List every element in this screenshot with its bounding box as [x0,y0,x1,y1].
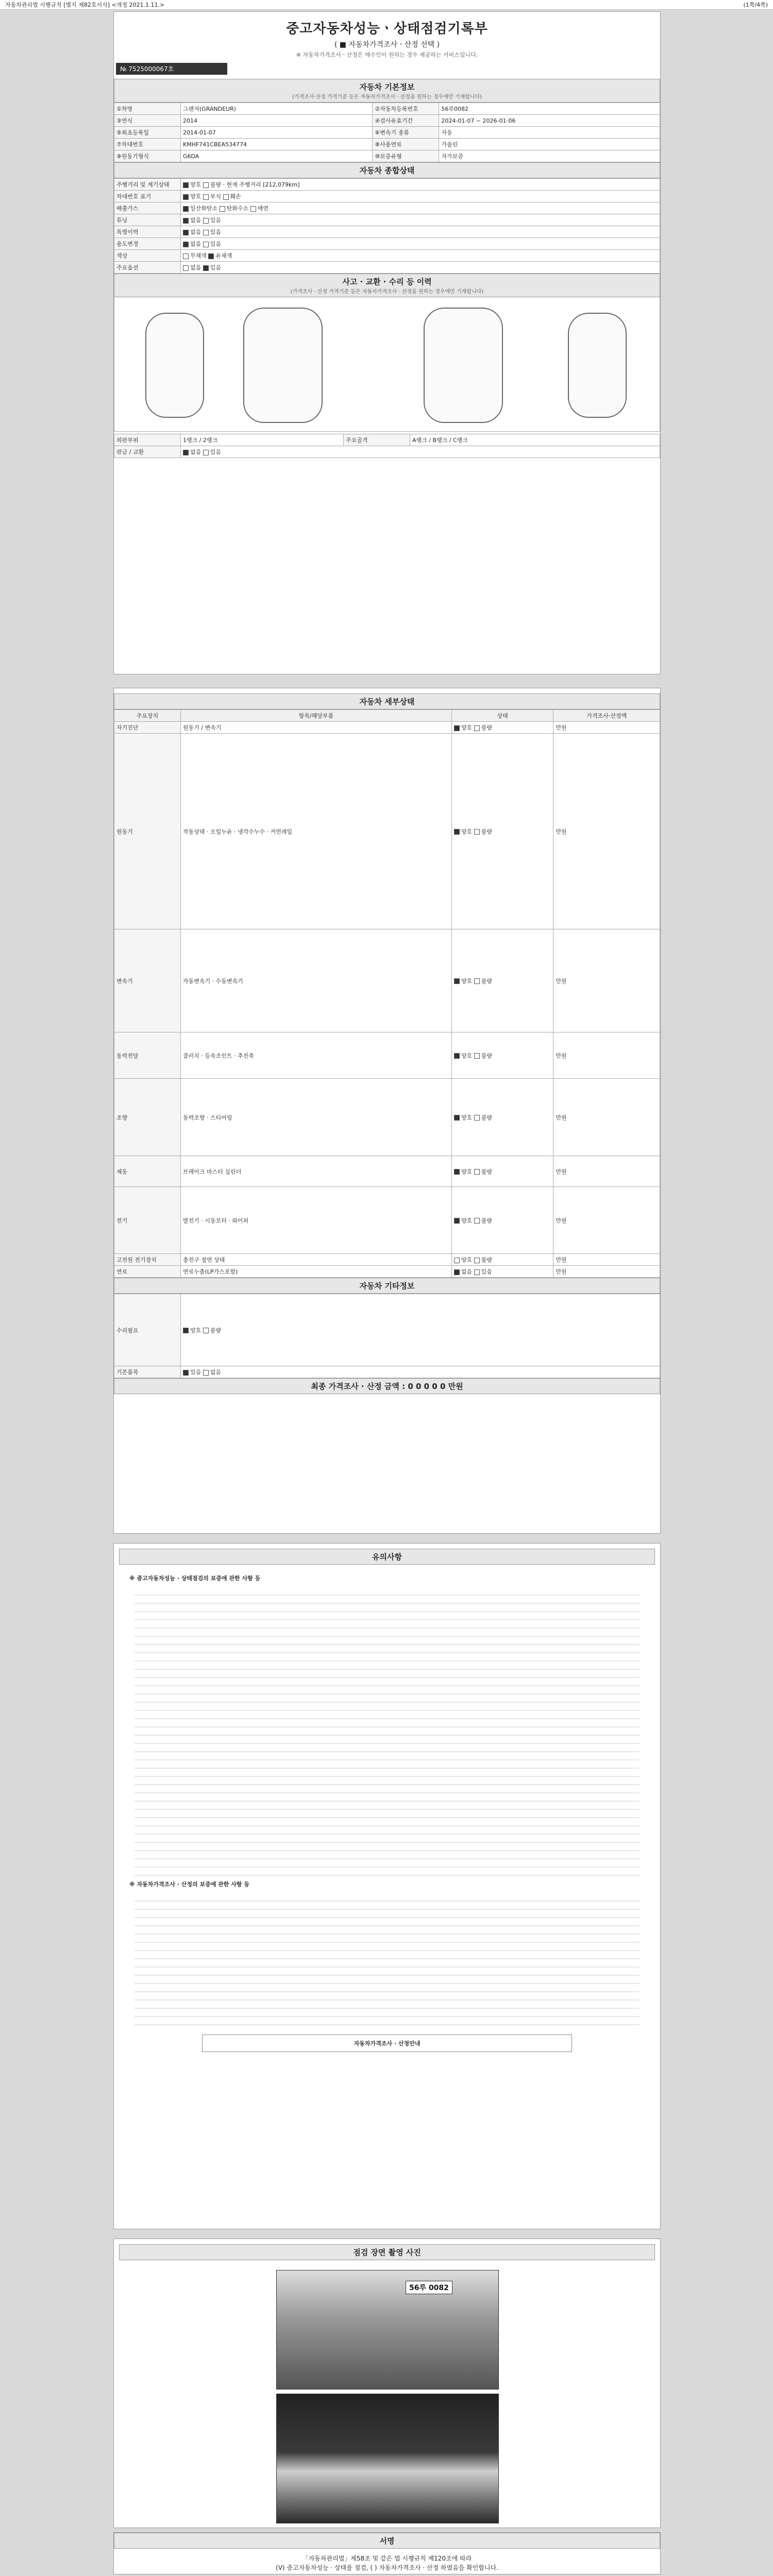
mileage-value: 212,079km [265,181,298,188]
signature-header: 서명 [114,2533,660,2549]
page-4 [113,2239,661,2528]
notes-header: 유의사항 [119,1549,655,1565]
inspection-photo-front [276,2270,499,2389]
document-title: 중고자동차성능ㆍ상태점검기록부 [286,21,488,37]
form-reference: 자동차관리법 시행규칙 [별지 제82호서식] <개정 2021.1.11.> [5,2,165,8]
general-status-table: 주행거리 및 계기상태 양호 불량 · 현재 주행거리 [212,079km] 차대번호 표기 양호 부식 훼손 배출가스 일산화탄소 탄화수소 매연 튜닝 없음 있음 특별이력 없음 있음 용도변경 없음 있음 색상 무채색 유채색 주요옵션 없음 있음 [114,178,660,274]
repair-table: 외판부위 1랭크 / 2랭크 주요골격 A랭크 / B랭크 / C랭크 판금 / 교환 없음 있음 [114,434,660,458]
notes-subtitle-1: ※ 중고자동차성능 · 상태점검의 보증에 관한 사항 등 [129,1575,261,1582]
other-info-table: 수리필요 양호 불량 기본품목 있음 없음 [114,1294,660,1378]
other-info-header: 자동차 기타정보 [114,1278,660,1294]
notes-text-block-1 [135,1587,640,1876]
top-bar [0,0,773,10]
document-number: № 7525000067호 [116,63,227,75]
basic-info-table: ①차명 그랜저(GRANDEUR) ②자동차등록번호 56루0082 ③연식 2014 ④검사유효기간 2024-01-07 ~ 2026-01-06 ⑤최초등록일 2014-01-07 ⑥변속기 종류 자동 ⑦차대번호 KMHF741CBEA534774 ⑧사용연료 가솔린 ⑨원동기형식 G6DA ⑩보증유형 자가보증 [114,103,660,162]
notes-subtitle-2: ※ 자동차가격조사 · 산정의 보증에 관한 사항 등 [129,1881,249,1888]
page-1 [113,11,661,674]
signature-text: 「자동차관리법」제58조 및 같은 법 시행규칙 제120조에 따라 (V) 중고자동차성능 · 상태를 점검, ( ) 자동차가격조사 · 산정 하였음을 확인합니다. [276,2555,498,2571]
page-3 [113,1543,661,2229]
page-indicator: (1쪽/4쪽) [743,2,768,8]
detail-table: 주요장치 항목/해당부품 상태 가격조사·산정액 자기진단 원동기 / 변속기 양호 불량 만원 원동기 작동상태 · 오일누유 · 냉각수누수 · 커먼레일 양호 불량 만원 변속기 자동변속기 · 수동변속기 양호 불량 만원 동력전달 클러치 · 등속조인트 · 추진축 양호 불량 만원 조향 동력조향 · 스티어링 양호 불량 만원 제동 브레이크 마스터 실린더 양호 불량 만원 전기 발전기 · 시동모터 · 와이퍼 양호 불량 만원 고전원 전기장치 충전구 절연 상태 양호 불량 만원 연료 연료누출(LP가스포함) 없음 있음 만원 [114,709,660,1278]
detail-header: 자동차 세부상태 [114,693,660,709]
notes-text-block-2 [135,1893,640,2027]
general-status-header: 자동차 종합상태 [114,162,660,178]
document-subtitle: ( ■ 자동차가격조사ㆍ산정 선택 ) [334,41,440,49]
inspection-photo-lift [276,2394,499,2523]
basic-info-header: 자동차 기본정보 (가격조사·산정 가격기준 등은 자동차가격조사 · 산정을 원하는 경우에만 기재합니다) [114,79,660,103]
accident-header: 사고 · 교환 · 수리 등 이력 (가격조사 · 산정 가격기준 등은 자동차가격조사 · 산정을 원하는 경우에만 기재합니다) [114,274,660,297]
car-diagram [114,297,660,432]
document-notice: ※ 자동차가격조사ㆍ산정은 매수인이 원하는 경우 제공하는 서비스입니다. [296,52,478,58]
license-plate: 56루 0082 [406,2281,452,2294]
photos-header: 점검 장면 촬영 사진 [119,2244,655,2260]
page-5 [113,2532,661,2574]
price-guide-box: 자동차가격조사 · 산정안내 [202,2035,572,2052]
page-2 [113,688,661,1534]
final-price: 최종 가격조사 · 산정 금액 : 0 0 0 0 0 만원 [114,1378,660,1394]
